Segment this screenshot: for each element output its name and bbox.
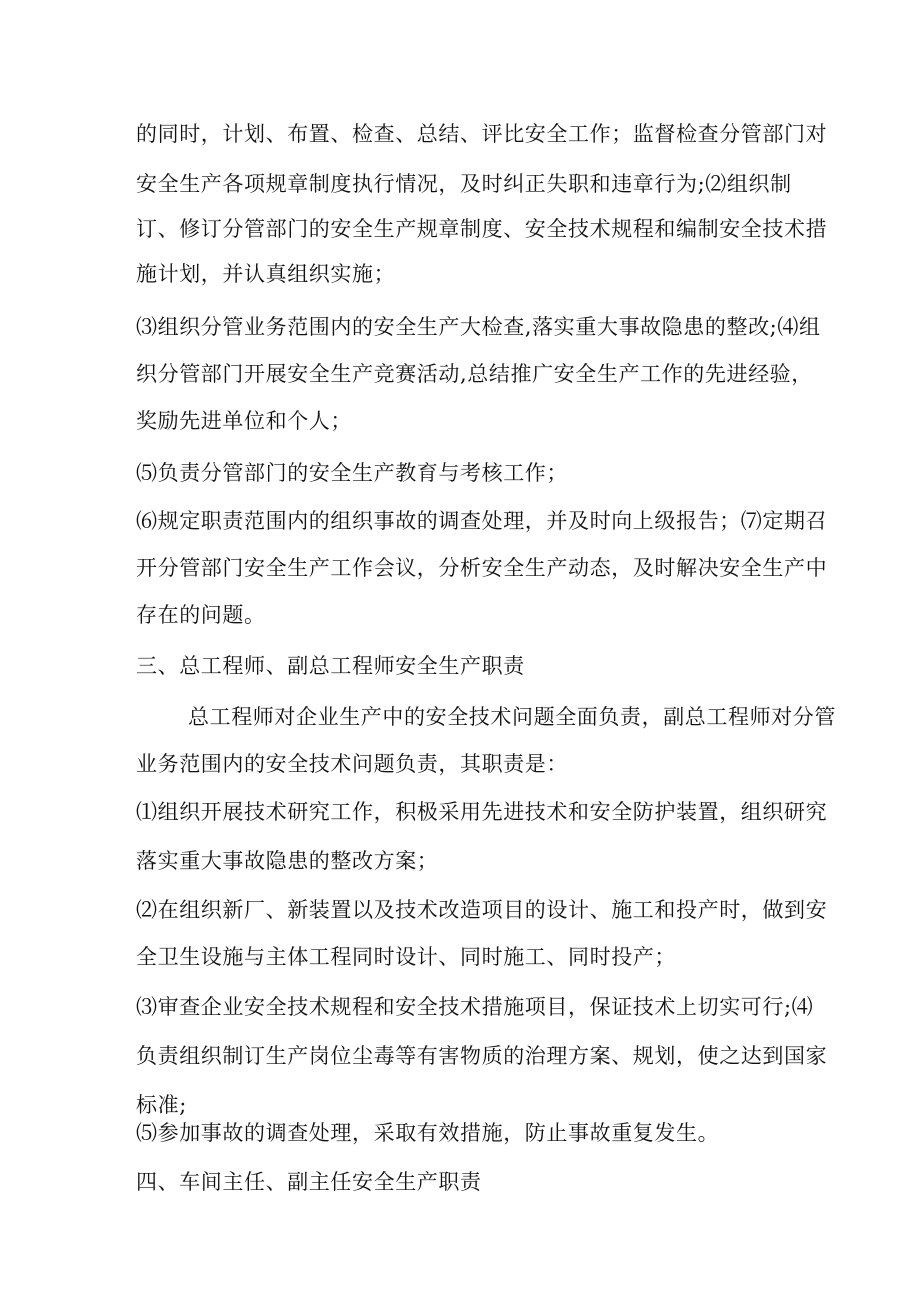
text-line: ⑶组织分管业务范围内的安全生产大检查,落实重大事故隐患的整改;⑷组 [136, 315, 821, 339]
text-line: 施计划，并认真组织实施； [136, 262, 396, 286]
text-line: ⑵在组织新厂、新装置以及技术改造项目的设计、施工和投产时，做到安 [136, 898, 828, 922]
text-line: 负责组织制订生产岗位尘毒等有害物质的治理方案、规划，使之达到国家 [136, 1044, 828, 1068]
text-line: 落实重大事故隐患的整改方案； [136, 849, 439, 873]
section-heading: 三、总工程师、副总工程师安全生产职责 [136, 654, 525, 678]
text-line: 织分管部门开展安全生产竞赛活动,总结推广安全生产工作的先进经验， [136, 362, 813, 386]
text-line: 全卫生设施与主体工程同时设计、同时施工、同时投产； [136, 945, 676, 969]
section-heading: 四、车间主任、副主任安全生产职责 [136, 1170, 482, 1194]
text-line: ⑸负责分管部门的安全生产教育与考核工作； [136, 461, 568, 485]
text-line: ⑸参加事故的调查处理，采取有效措施，防止事故重复发生。 [136, 1121, 720, 1145]
text-line: 存在的问题。 [136, 603, 266, 627]
text-line: 业务范围内的安全技术问题负责，其职责是： [136, 752, 568, 776]
text-line: ⑴组织开展技术研究工作，积极采用先进技术和安全防护装置，组织研究 [136, 800, 828, 824]
text-line: 总工程师对企业生产中的安全技术问题全面负责，副总工程师对分管 [188, 705, 836, 729]
text-line: ⑶审查企业安全技术规程和安全技术措施项目，保证技术上切实可行;⑷ [136, 995, 814, 1019]
text-line: ⑹规定职责范围内的组织事故的调查处理，并及时向上级报告；⑺定期召 [136, 509, 828, 533]
text-line: 安全生产各项规章制度执行情况，及时纠正失职和违章行为;⑵组织制 [136, 172, 792, 196]
text-line: 订、修订分管部门的安全生产规章制度、安全技术规程和编制安全技术措 [136, 217, 828, 241]
text-line: 奖励先进单位和个人； [136, 409, 352, 433]
text-line: 开分管部门安全生产工作会议，分析安全生产动态，及时解决安全生产中 [136, 556, 828, 580]
text-line: 的同时，计划、布置、检查、总结、评比安全工作；监督检查分管部门对 [136, 122, 828, 146]
text-line: 标准; [136, 1093, 187, 1117]
